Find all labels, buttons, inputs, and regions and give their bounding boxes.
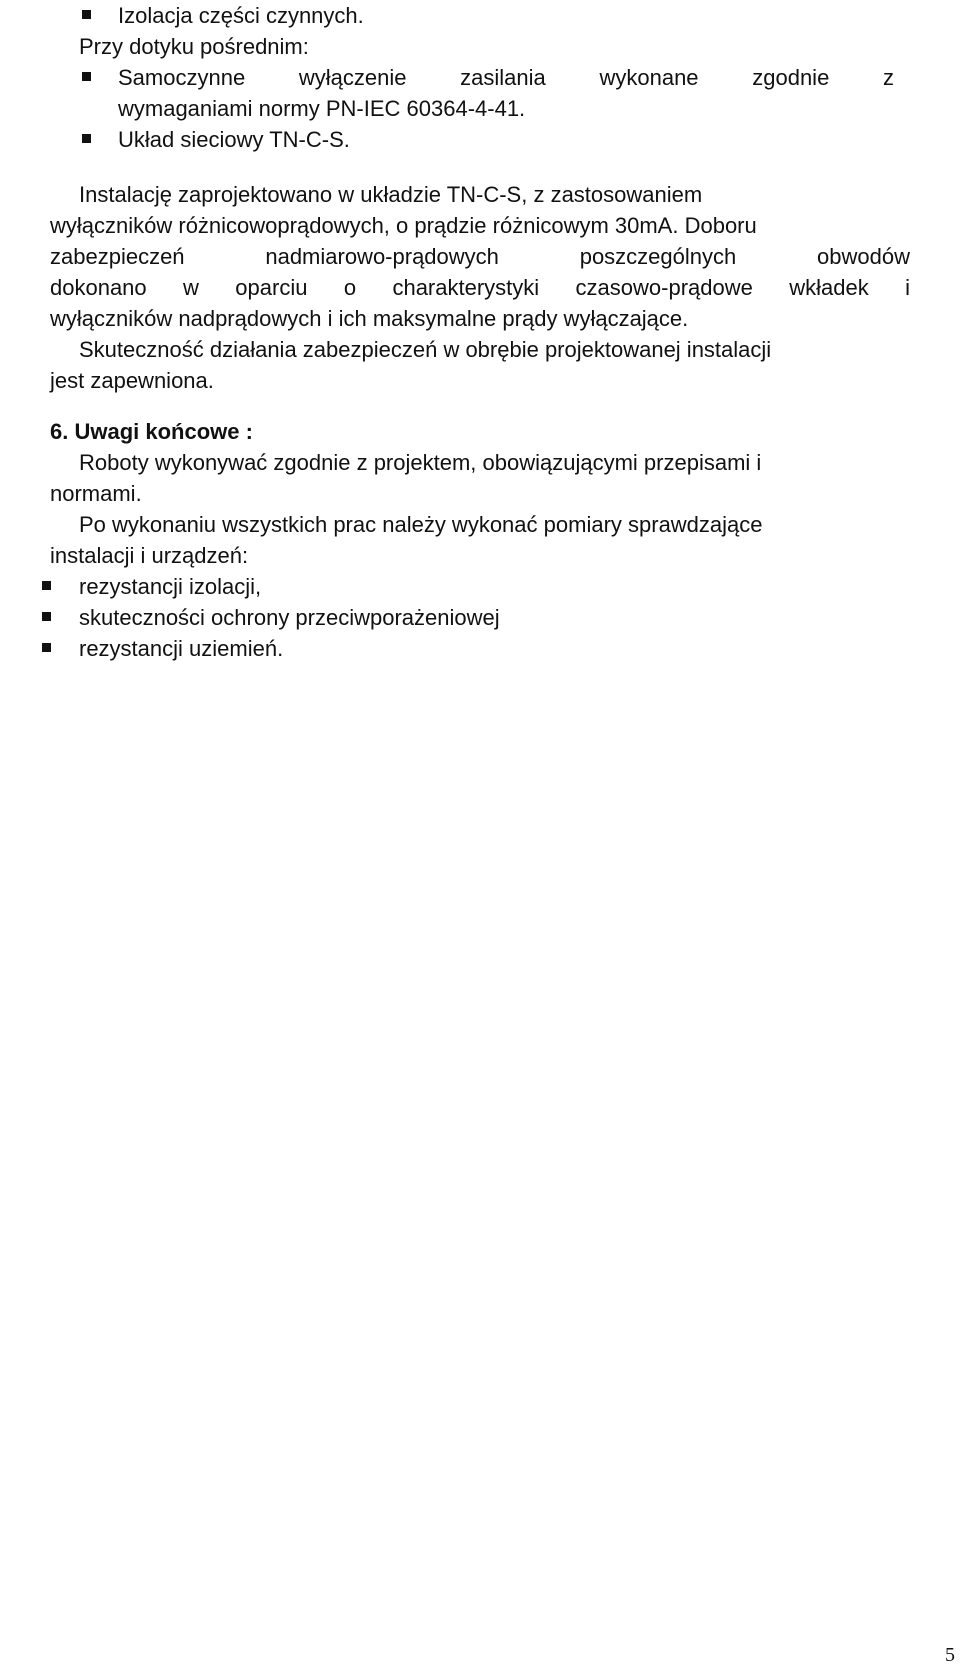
measurement-item: rezystancji uziemień. (79, 633, 283, 664)
protection-line-1: Instalację zaprojektowano w układzie TN-C-S, z zastosowaniem (79, 182, 703, 207)
remarks-para2-line2: instalacji i urządzeń: (50, 543, 249, 568)
bullet-isolation-text: Izolacja części czynnych. (118, 3, 364, 28)
square-bullet-icon (42, 581, 51, 590)
square-bullet-icon (82, 134, 91, 143)
protection-line-2: wyłączników różnicowoprądowych, o prądzie różnicowym 30mA. Doboru (50, 213, 757, 238)
bullet-auto-disconnect (118, 62, 894, 93)
remarks-para2-line1: Po wykonaniu wszystkich prac należy wykonać pomiary sprawdzające (79, 512, 763, 537)
square-bullet-icon (42, 643, 51, 652)
section-heading-final-remarks: 6. Uwagi końcowe : (50, 419, 253, 444)
indirect-contact-label: Przy dotyku pośrednim: (79, 34, 309, 59)
remarks-para1-line1: Roboty wykonywać zgodnie z projektem, obowiązującymi przepisami i (79, 450, 762, 475)
protection-line-5: wyłączników nadprądowych i ich maksymalne prądy wyłączające. (50, 306, 689, 331)
square-bullet-icon (82, 72, 91, 81)
measurement-item: skuteczności ochrony przeciwporażeniowej (79, 602, 500, 633)
measurement-item: rezystancji izolacji, (79, 571, 261, 602)
bullet-auto-disconnect-line2: wymaganiami normy PN-IEC 60364-4-41. (118, 96, 526, 121)
protection-line-3: zabezpieczeń nadmiarowo-prądowych poszczególnych obwodów (50, 244, 910, 269)
bullet-auto-disconnect-line1: Samoczynne wyłączenie zasilania wykonane zgodnie z (118, 65, 894, 90)
square-bullet-icon (42, 612, 51, 621)
remarks-para1-line2: normami. (50, 481, 142, 506)
bullet-network: Układ sieciowy TN-C-S. (118, 124, 350, 155)
protection-line-7: jest zapewniona. (50, 368, 214, 393)
protection-line-6: Skuteczność działania zabezpieczeń w obrębie projektowanej instalacji (79, 337, 772, 362)
protection-line-4: dokonano w oparciu o charakterystyki czasowo-prądowe wkładek i (50, 275, 910, 300)
square-bullet-icon (82, 10, 91, 19)
bullet-isolation (118, 0, 364, 31)
page-number: 5 (945, 1644, 955, 1666)
